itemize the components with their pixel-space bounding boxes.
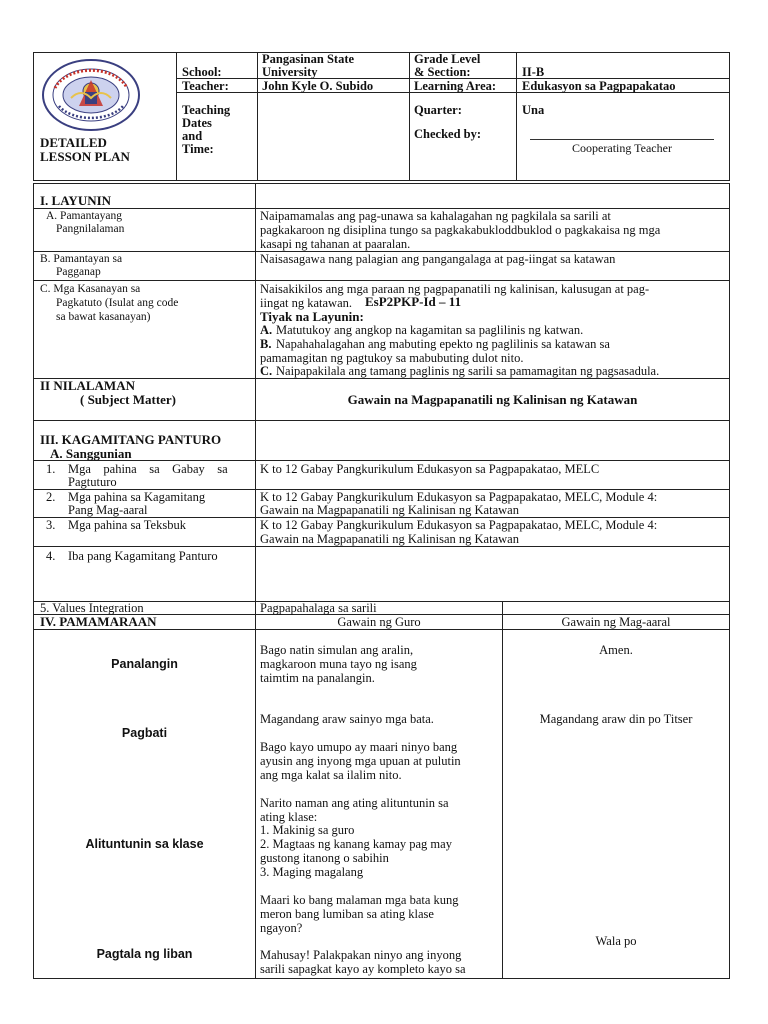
- learning-area-value: Edukasyon sa Pagpapakatao: [522, 79, 676, 93]
- objective-a-letter: A.: [260, 323, 273, 337]
- header-border-left: [33, 52, 34, 181]
- ref1-label-line2: Pagtuturo: [68, 475, 117, 489]
- school-value-line2: University: [262, 65, 318, 79]
- guro-alituntunin-line1: Narito naman ang ating alituntunin sa: [260, 796, 449, 810]
- values-integration-label: 5. Values Integration: [40, 601, 144, 615]
- objective-a-text: Matutukoy ang angkop na kagamitan sa paglilinis ng katwan.: [276, 323, 584, 337]
- doc-title-line2: LESSON PLAN: [40, 149, 130, 164]
- ref3-text-line1: K to 12 Gabay Pangkurikulum Edukasyon sa Pagpapakatao, MELC, Module 4:: [260, 518, 658, 532]
- layunin-c-text-line1: Naisakikilos ang mga paraan ng pagpapanatili ng kalinisan, kalusugan at pag-: [260, 282, 650, 296]
- objective-b-line1: Napahahalagahan ang mabuting epekto ng paglilinis sa katawan sa: [276, 337, 610, 351]
- signature-line: [530, 139, 714, 140]
- teaching-label-line1: Teaching: [182, 103, 231, 117]
- layunin-c-label-line2: Pagkatuto (Isulat ang code: [56, 297, 179, 309]
- ref4-label: Iba pang Kagamitang Panturo: [68, 549, 218, 563]
- checked-by-label: Checked by:: [414, 127, 482, 141]
- guro-pagbati: Magandang araw sainyo mga bata.: [260, 712, 434, 726]
- main-border-left: [33, 183, 34, 978]
- header-divider-1: [176, 52, 177, 181]
- layunin-c-label-line1: C. Mga Kasanayan sa: [40, 283, 141, 295]
- sanggunian-heading: A. Sanggunian: [50, 446, 132, 461]
- ref3-number: 3.: [46, 518, 56, 532]
- main-divider-mag-aaral: [502, 601, 503, 978]
- teacher-label: Teacher:: [182, 79, 229, 93]
- guro-panalangin-line2: magkaroon muna tayo ng isang: [260, 657, 417, 671]
- row-line-c: [33, 280, 730, 281]
- kagamitan-heading: III. KAGAMITANG PANTURO: [40, 432, 222, 447]
- row-line-r1: [33, 460, 730, 461]
- header-divider-3: [409, 52, 410, 181]
- ref2-label-line2: Pang Mag-aaral: [68, 503, 148, 517]
- guro-mahusay-line1: Mahusay! Palakpakan ninyo ang inyong: [260, 948, 462, 962]
- section-panalangin: Panalangin: [111, 657, 178, 671]
- rule-item-1: 1. Makinig sa guro: [260, 823, 355, 837]
- column-gawain-ng-mag-aaral: Gawain ng Mag-aaral: [561, 615, 671, 629]
- row-line-r4: [33, 546, 730, 547]
- row-line-top: [33, 183, 730, 184]
- layunin-c-text-line2: iingat ng katawan.: [260, 296, 352, 310]
- ref2-label-line1: Mga pahina sa Kagamitang: [68, 490, 206, 504]
- row-line-nilalaman: [33, 378, 730, 379]
- section-alituntunin: Alituntunin sa klase: [85, 837, 204, 851]
- teaching-label-line3: and: [182, 129, 203, 143]
- section-pagtala-ng-liban: Pagtala ng liban: [96, 947, 193, 961]
- nilalaman-topic: Gawain na Magpapanatili ng Kalinisan ng Katawan: [347, 392, 638, 407]
- learning-area-label: Learning Area:: [414, 79, 497, 93]
- objective-c-letter: C.: [260, 364, 273, 378]
- quarter-label: Quarter:: [414, 103, 462, 117]
- row-line-kagamitan: [33, 420, 730, 421]
- layunin-a-text-line3: kasapi ng tahanan at paaralan.: [260, 237, 411, 251]
- layunin-b-label-line1: B. Pamantayan sa: [40, 253, 123, 265]
- guro-alituntunin-line2: ating klase:: [260, 810, 318, 824]
- ref2-text-line1: K to 12 Gabay Pangkurikulum Edukasyon sa Pagpapakatao, MELC, Module 4:: [260, 490, 658, 504]
- layunin-b-text: Naisasagawa nang palagian ang pangangalaga at pag-iingat sa katawan: [260, 252, 616, 266]
- layunin-heading: I. LAYUNIN: [40, 193, 112, 208]
- student-amen: Amen.: [599, 643, 633, 657]
- header-border-bottom: [33, 180, 730, 181]
- school-label: School:: [182, 65, 222, 79]
- ref4-number: 4.: [46, 549, 56, 563]
- objective-b-letter: B.: [260, 337, 272, 351]
- layunin-c-label-line3: sa bawat kasanayan): [56, 311, 151, 323]
- main-border-right: [729, 183, 730, 978]
- row-line-columns: [33, 629, 730, 630]
- ref1-label-line1: Mga pahina sa Gabay sa: [68, 462, 228, 476]
- teaching-label-line4: Time:: [182, 142, 214, 156]
- grade-label-line2: & Section:: [414, 65, 471, 79]
- column-gawain-ng-guro: Gawain ng Guro: [337, 615, 421, 629]
- main-divider: [255, 183, 256, 978]
- guro-panalangin-line3: taimtim na panalangin.: [260, 671, 375, 685]
- student-pagbati: Magandang araw din po Titser: [539, 712, 693, 726]
- deped-seal-logo: [41, 58, 141, 132]
- ref1-text: K to 12 Gabay Pangkurikulum Edukasyon sa Pagpapakatao, MELC: [260, 462, 600, 476]
- layunin-a-label-line2: Pangnilalaman: [56, 223, 125, 235]
- guro-liban-line2: meron bang lumiban sa ating klase: [260, 907, 434, 921]
- guro-upuan-line1: Bago kayo umupo ay maari ninyo bang: [260, 740, 458, 754]
- ref1-number: 1.: [46, 462, 56, 476]
- layunin-b-label-line2: Pagganap: [56, 266, 101, 278]
- ref2-text-line2: Gawain na Magpapanatili ng Kalinisan ng Katawan: [260, 503, 519, 517]
- tiyak-na-layunin-label: Tiyak na Layunin:: [260, 309, 364, 324]
- layunin-a-text-line2: pagkakaroon ng disiplina tungo sa pagkakabukloddbuklod o pagkakaisa ng mga: [260, 223, 661, 237]
- guro-panalangin-line1: Bago natin simulan ang aralin,: [260, 643, 414, 657]
- cooperating-teacher-label: Cooperating Teacher: [572, 141, 672, 155]
- teacher-value: John Kyle O. Subido: [262, 79, 374, 93]
- values-integration-text: Pagpapahalaga sa sarili: [260, 601, 377, 615]
- guro-upuan-line2: ayusin ang inyong mga upuan at pulutin: [260, 754, 461, 768]
- header-divider-2: [257, 52, 258, 181]
- nilalaman-subheading: ( Subject Matter): [80, 392, 177, 407]
- row-line-bottom: [33, 978, 730, 979]
- objective-b-line2: pamamagitan ng pagtukoy sa mabubuting dulot nito.: [260, 351, 524, 365]
- rule-item-2-cont: gustong itanong o sabihin: [260, 851, 389, 865]
- quarter-value: Una: [522, 103, 545, 117]
- grade-label-line1: Grade Level: [414, 52, 481, 66]
- guro-liban-line3: ngayon?: [260, 921, 303, 935]
- ref2-number: 2.: [46, 490, 56, 504]
- section-pagbati: Pagbati: [121, 726, 168, 740]
- grade-value: II-B: [522, 65, 545, 79]
- nilalaman-heading: II NILALAMAN: [40, 378, 135, 393]
- guro-upuan-line3: ang mga kalat sa ilalim nito.: [260, 768, 402, 782]
- competency-code: EsP2PKP-Id – 11: [365, 294, 462, 309]
- objective-c-text: Naipapakilala ang tamang paglinis ng sarili sa pamamagitan ng pagsasadula.: [276, 364, 660, 378]
- guro-mahusay-line2: sarili sapagkat kayo ay kompleto kayo sa: [260, 962, 466, 976]
- header-border-top: [33, 52, 730, 53]
- rule-item-2: 2. Magtaas ng kanang kamay pag may: [260, 837, 452, 851]
- ref3-text-line2: Gawain na Magpapanatili ng Kalinisan ng Katawan: [260, 532, 519, 546]
- header-border-right: [729, 52, 730, 181]
- rule-item-3: 3. Maging magalang: [260, 865, 364, 879]
- teaching-label-line2: Dates: [182, 116, 212, 130]
- layunin-a-label-line1: A. Pamantayang: [46, 210, 123, 222]
- header-divider-4: [516, 52, 517, 181]
- pamamaraan-heading: IV. PAMAMARAAN: [40, 614, 157, 629]
- doc-title-line1: DETAILED: [40, 135, 107, 150]
- school-value-line1: Pangasinan State: [262, 52, 355, 66]
- guro-liban-line1: Maari ko bang malaman mga bata kung: [260, 893, 459, 907]
- layunin-a-text-line1: Naipamamalas ang pag-unawa sa kahalagahan ng pagkilala sa sarili at: [260, 209, 611, 223]
- ref3-label: Mga pahina sa Teksbuk: [68, 518, 186, 532]
- student-wala-po: Wala po: [595, 934, 637, 948]
